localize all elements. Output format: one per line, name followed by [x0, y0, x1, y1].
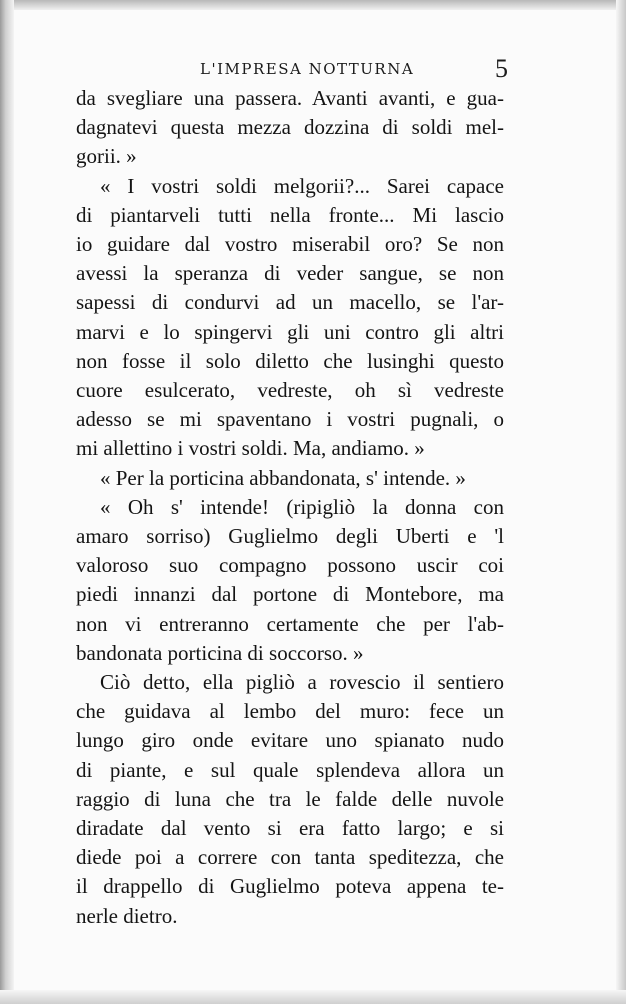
text-line: mi allettino i vostri soldi. Ma, andiamo. »: [76, 436, 425, 461]
text-line: che guidava al lembo del muro: fece un: [76, 699, 504, 724]
text-line: Ciò detto, ella pigliò a rovescio il sentiero: [100, 670, 504, 695]
text-line: sapessi di condurvi ad un macello, se l'ar-: [76, 290, 504, 315]
page-edge-bottom: [0, 990, 626, 1004]
text-line: non fosse il solo diletto che lusinghi questo: [76, 348, 504, 373]
text-line: adesso se mi spaventano i vostri pugnali, o: [76, 407, 504, 432]
text-line: dagnatevi questa mezza dozzina di soldi mel-: [76, 115, 504, 140]
text-line: « Per la porticina abbandonata, s' intende. »: [100, 465, 466, 490]
page-number: 5: [495, 54, 508, 83]
running-head: L'IMPRESA NOTTURNA: [200, 60, 415, 78]
text-line: da svegliare una passera. Avanti avanti, e gua-: [76, 86, 504, 110]
text-line: amaro sorriso) Guglielmo degli Uberti e 'l: [76, 524, 504, 549]
text-line: io guidare dal vostro miserabil oro? Se non: [76, 232, 504, 257]
text-line: avessi la speranza di veder sangue, se non: [76, 261, 504, 286]
text-line: di piante, e sul quale splendeva allora un: [76, 757, 504, 782]
text-line: di piantarveli tutti nella fronte... Mi lascio: [76, 202, 504, 227]
text-line: « I vostri soldi melgorii?... Sarei capace: [100, 173, 504, 198]
text-line: diede poi a correre con tanta speditezza, che: [76, 845, 504, 870]
body-text: [76, 84, 504, 931]
page-edge-right: [616, 0, 626, 1004]
text-line: il drappello di Guglielmo poteva appena te-: [76, 874, 504, 899]
text-line: nerle dietro.: [76, 903, 178, 928]
text-line: raggio di luna che tra le falde delle nuvole: [76, 786, 504, 811]
text-line: valoroso suo compagno possono uscir coi: [76, 553, 504, 578]
page-edge-left: [0, 0, 14, 1004]
text-line: « Oh s' intende! (ripigliò la donna con: [100, 494, 504, 519]
text-line: lungo giro onde evitare uno spianato nudo: [76, 728, 504, 753]
page-edge-top: [0, 0, 626, 10]
text-line: cuore esulcerato, vedreste, oh sì vedreste: [76, 378, 504, 403]
text-line: bandonata porticina di soccorso. »: [76, 640, 364, 665]
text-line: gorii. »: [76, 144, 137, 169]
text-line: piedi innanzi dal portone di Montebore, ma: [76, 582, 504, 607]
text-line: marvi e lo spingervi gli uni contro gli altri: [76, 319, 504, 344]
text-line: non vi entreranno certamente che per l'ab-: [76, 611, 504, 636]
text-line: diradate dal vento si era fatto largo; e si: [76, 816, 504, 841]
page-header: [78, 54, 508, 84]
